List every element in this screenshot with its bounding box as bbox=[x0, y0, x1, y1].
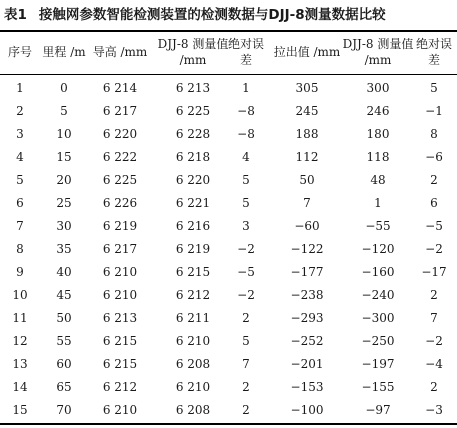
cell-height-error: −5 bbox=[237, 265, 255, 279]
cell-stagger-error: −6 bbox=[425, 150, 443, 164]
cell-djj8-height: 6 221 bbox=[175, 196, 211, 210]
cell-djj8-stagger: 246 bbox=[366, 104, 390, 118]
cell-contact-height: 6 215 bbox=[102, 334, 138, 348]
cell-stagger: −177 bbox=[290, 265, 324, 279]
cell-mileage: 40 bbox=[56, 265, 72, 279]
cell-stagger-error: −2 bbox=[425, 334, 443, 348]
header-contact-height: 导高 /mm bbox=[92, 45, 148, 59]
table-title: 接触网参数智能检测装置的检测数据与DJJ-8测量数据比较 bbox=[38, 7, 386, 23]
cell-mileage: 45 bbox=[56, 288, 72, 302]
cell-contact-height: 6 215 bbox=[102, 357, 138, 371]
header-rule bbox=[0, 74, 457, 75]
cell-djj8-height: 6 220 bbox=[175, 173, 211, 187]
table-row bbox=[0, 261, 457, 284]
cell-index: 12 bbox=[12, 334, 28, 348]
table-row bbox=[0, 284, 457, 307]
cell-height-error: 4 bbox=[242, 150, 250, 164]
cell-height-error: 3 bbox=[242, 219, 250, 233]
cell-mileage: 10 bbox=[56, 127, 72, 141]
cell-contact-height: 6 222 bbox=[102, 150, 138, 164]
cell-index: 11 bbox=[12, 311, 28, 325]
cell-index: 7 bbox=[16, 219, 24, 233]
cell-mileage: 20 bbox=[56, 173, 72, 187]
cell-mileage: 35 bbox=[56, 242, 72, 256]
cell-height-error: −8 bbox=[237, 127, 255, 141]
cell-height-error: −2 bbox=[237, 288, 255, 302]
header-djj8-stagger: DJJ-8 测量值 /mm bbox=[342, 37, 414, 67]
table-row bbox=[0, 169, 457, 192]
cell-mileage: 25 bbox=[56, 196, 72, 210]
header-djj8-height: DJJ-8 测量值 /mm bbox=[157, 37, 229, 67]
cell-djj8-height: 6 215 bbox=[175, 265, 211, 279]
cell-djj8-stagger: −240 bbox=[361, 288, 395, 302]
cell-index: 3 bbox=[16, 127, 24, 141]
cell-djj8-height: 6 228 bbox=[175, 127, 211, 141]
cell-index: 5 bbox=[16, 173, 24, 187]
cell-mileage: 0 bbox=[60, 81, 68, 95]
cell-index: 15 bbox=[12, 403, 28, 417]
cell-contact-height: 6 217 bbox=[102, 104, 138, 118]
cell-djj8-stagger: 1 bbox=[374, 196, 382, 210]
cell-stagger-error: 2 bbox=[430, 288, 438, 302]
cell-djj8-stagger: −160 bbox=[361, 265, 395, 279]
cell-djj8-stagger: −120 bbox=[361, 242, 395, 256]
cell-djj8-stagger: 300 bbox=[366, 81, 390, 95]
cell-djj8-stagger: −250 bbox=[361, 334, 395, 348]
cell-height-error: 2 bbox=[242, 403, 250, 417]
table-row bbox=[0, 330, 457, 353]
cell-index: 9 bbox=[16, 265, 24, 279]
cell-djj8-stagger: 180 bbox=[366, 127, 390, 141]
table-row bbox=[0, 238, 457, 261]
cell-mileage: 55 bbox=[56, 334, 72, 348]
cell-index: 2 bbox=[16, 104, 24, 118]
cell-djj8-height: 6 210 bbox=[175, 380, 211, 394]
cell-djj8-height: 6 208 bbox=[175, 357, 211, 371]
cell-contact-height: 6 219 bbox=[102, 219, 138, 233]
cell-stagger: 7 bbox=[303, 196, 311, 210]
cell-contact-height: 6 210 bbox=[102, 288, 138, 302]
cell-mileage: 60 bbox=[56, 357, 72, 371]
cell-height-error: −8 bbox=[237, 104, 255, 118]
cell-stagger: 245 bbox=[295, 104, 319, 118]
cell-index: 14 bbox=[12, 380, 28, 394]
header-height-error: 绝对误差 bbox=[227, 37, 264, 67]
cell-stagger: 50 bbox=[299, 173, 315, 187]
cell-stagger: −252 bbox=[290, 334, 324, 348]
cell-djj8-stagger: −300 bbox=[361, 311, 395, 325]
cell-contact-height: 6 214 bbox=[102, 81, 138, 95]
cell-height-error: 5 bbox=[242, 196, 250, 210]
cell-mileage: 50 bbox=[56, 311, 72, 325]
cell-height-error: 1 bbox=[242, 81, 250, 95]
cell-djj8-height: 6 219 bbox=[175, 242, 211, 256]
cell-stagger: −153 bbox=[290, 380, 324, 394]
cell-stagger: −238 bbox=[290, 288, 324, 302]
cell-contact-height: 6 210 bbox=[102, 403, 138, 417]
cell-mileage: 70 bbox=[56, 403, 72, 417]
cell-height-error: 5 bbox=[242, 334, 250, 348]
cell-index: 8 bbox=[16, 242, 24, 256]
cell-contact-height: 6 217 bbox=[102, 242, 138, 256]
header-stagger-error: 绝对误差 bbox=[415, 37, 452, 67]
cell-djj8-height: 6 218 bbox=[175, 150, 211, 164]
cell-contact-height: 6 226 bbox=[102, 196, 138, 210]
cell-djj8-height: 6 212 bbox=[175, 288, 211, 302]
cell-stagger-error: −1 bbox=[425, 104, 443, 118]
table-caption bbox=[4, 4, 454, 26]
cell-stagger-error: 5 bbox=[430, 81, 438, 95]
cell-mileage: 5 bbox=[60, 104, 68, 118]
cell-djj8-height: 6 213 bbox=[175, 81, 211, 95]
cell-height-error: 5 bbox=[242, 173, 250, 187]
cell-stagger-error: 6 bbox=[430, 196, 438, 210]
cell-djj8-stagger: 48 bbox=[370, 173, 386, 187]
table-label: 表1 bbox=[4, 7, 27, 23]
header-index: 序号 bbox=[7, 45, 32, 59]
cell-index: 6 bbox=[16, 196, 24, 210]
cell-stagger-error: −5 bbox=[425, 219, 443, 233]
cell-height-error: 2 bbox=[242, 380, 250, 394]
cell-height-error: 2 bbox=[242, 311, 250, 325]
cell-stagger-error: −2 bbox=[425, 242, 443, 256]
cell-djj8-stagger: −197 bbox=[361, 357, 395, 371]
cell-djj8-height: 6 211 bbox=[175, 311, 211, 325]
cell-index: 10 bbox=[12, 288, 28, 302]
cell-stagger-error: −17 bbox=[421, 265, 447, 279]
cell-height-error: −2 bbox=[237, 242, 255, 256]
cell-djj8-height: 6 225 bbox=[175, 104, 211, 118]
table-row bbox=[0, 100, 457, 123]
cell-contact-height: 6 220 bbox=[102, 127, 138, 141]
cell-mileage: 30 bbox=[56, 219, 72, 233]
cell-stagger: −122 bbox=[290, 242, 324, 256]
table-row bbox=[0, 307, 457, 330]
cell-stagger-error: 2 bbox=[430, 173, 438, 187]
cell-djj8-stagger: −55 bbox=[365, 219, 391, 233]
header-stagger: 拉出值 /mm bbox=[273, 45, 341, 59]
cell-djj8-height: 6 210 bbox=[175, 334, 211, 348]
cell-index: 4 bbox=[16, 150, 24, 164]
table-row bbox=[0, 77, 457, 100]
cell-contact-height: 6 212 bbox=[102, 380, 138, 394]
table-row bbox=[0, 146, 457, 169]
cell-djj8-height: 6 208 bbox=[175, 403, 211, 417]
cell-height-error: 7 bbox=[242, 357, 250, 371]
table-row bbox=[0, 215, 457, 238]
cell-stagger-error: 8 bbox=[430, 127, 438, 141]
table-row bbox=[0, 123, 457, 146]
table-row bbox=[0, 376, 457, 399]
cell-stagger-error: 2 bbox=[430, 380, 438, 394]
cell-mileage: 15 bbox=[56, 150, 72, 164]
cell-stagger-error: −3 bbox=[425, 403, 443, 417]
table-body bbox=[0, 77, 457, 422]
table-row bbox=[0, 192, 457, 215]
cell-stagger: −293 bbox=[290, 311, 324, 325]
cell-stagger: 188 bbox=[295, 127, 319, 141]
cell-stagger: 112 bbox=[295, 150, 319, 164]
table-row bbox=[0, 353, 457, 376]
cell-contact-height: 6 225 bbox=[102, 173, 138, 187]
cell-djj8-stagger: 118 bbox=[366, 150, 390, 164]
cell-mileage: 65 bbox=[56, 380, 72, 394]
cell-stagger-error: 7 bbox=[430, 311, 438, 325]
cell-contact-height: 6 213 bbox=[102, 311, 138, 325]
cell-stagger-error: −4 bbox=[425, 357, 443, 371]
header-mileage: 里程 /m bbox=[42, 45, 86, 59]
cell-djj8-stagger: −155 bbox=[361, 380, 395, 394]
cell-contact-height: 6 210 bbox=[102, 265, 138, 279]
cell-index: 1 bbox=[16, 81, 24, 95]
cell-stagger: −100 bbox=[290, 403, 324, 417]
cell-djj8-stagger: −97 bbox=[365, 403, 391, 417]
bottom-rule bbox=[0, 423, 457, 425]
table-row bbox=[0, 399, 457, 422]
cell-stagger: −201 bbox=[290, 357, 324, 371]
cell-stagger: −60 bbox=[294, 219, 320, 233]
cell-index: 13 bbox=[12, 357, 28, 371]
cell-stagger: 305 bbox=[295, 81, 319, 95]
cell-djj8-height: 6 216 bbox=[175, 219, 211, 233]
